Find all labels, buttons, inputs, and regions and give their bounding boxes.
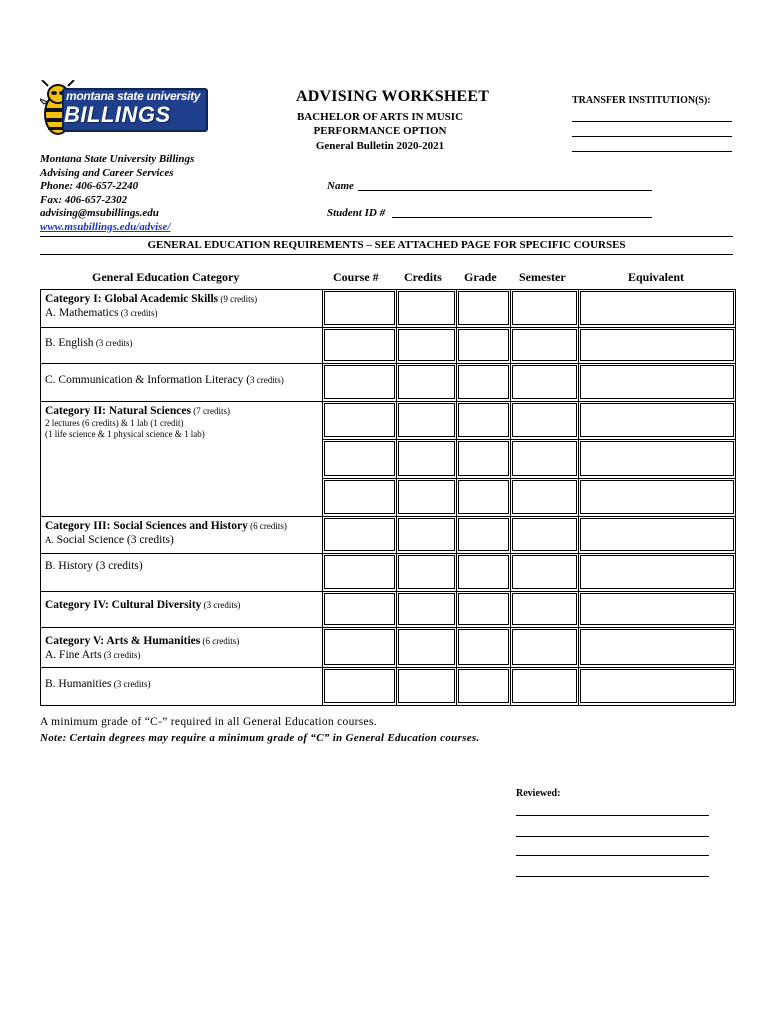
table-row [41, 628, 736, 668]
category-cell [41, 402, 323, 517]
subcategory-credits: (3 credits) [101, 650, 141, 660]
course-cell[interactable] [323, 479, 397, 517]
gen-ed-banner: GENERAL EDUCATION REQUIREMENTS – SEE ATTACHED PAGE FOR SPECIFIC COURSES [40, 236, 733, 255]
grade-cell[interactable] [457, 328, 511, 364]
course-cell[interactable] [323, 328, 397, 364]
min-grade-note: A minimum grade of “C-” required in all General Education courses. [40, 716, 377, 728]
reviewed-line-3[interactable] [516, 855, 709, 856]
semester-cell[interactable] [511, 554, 579, 592]
equivalent-cell[interactable] [579, 290, 736, 328]
course-cell[interactable] [323, 554, 397, 592]
category-cell [41, 554, 323, 592]
category-credits: (9 credits) [218, 294, 258, 304]
grade-cell[interactable] [457, 479, 511, 517]
equivalent-cell[interactable] [579, 517, 736, 554]
table-row [41, 592, 736, 628]
semester-cell[interactable] [511, 628, 579, 668]
category-cell [41, 364, 323, 402]
grade-cell[interactable] [457, 290, 511, 328]
category-credits: (3 credits) [201, 600, 241, 610]
reviewed-line-2[interactable] [516, 836, 709, 837]
equivalent-cell[interactable] [579, 402, 736, 440]
course-cell[interactable] [323, 592, 397, 628]
course-cell[interactable] [323, 517, 397, 554]
semester-cell[interactable] [511, 479, 579, 517]
category-title: Category III: Social Sciences and History [45, 520, 248, 532]
grade-cell[interactable] [457, 440, 511, 479]
table-row [41, 290, 736, 328]
col-credits: Credits [404, 270, 442, 284]
credits-cell[interactable] [397, 668, 457, 706]
credits-cell[interactable] [397, 554, 457, 592]
category-credits: (6 credits) [200, 636, 240, 646]
equivalent-cell[interactable] [579, 479, 736, 517]
semester-cell[interactable] [511, 440, 579, 479]
table-row [41, 328, 736, 364]
subcategory-label: A. Fine Arts [45, 649, 102, 661]
semester-cell[interactable] [511, 402, 579, 440]
degree-line: BACHELOR OF ARTS IN MUSIC [296, 111, 464, 123]
subcategory-label: B. Humanities [45, 678, 112, 690]
certain-degrees-note: Note: Certain degrees may require a minimum grade of “C” in General Education courses. [40, 732, 480, 744]
grade-cell[interactable] [457, 364, 511, 402]
category-title: Category II: Natural Sciences [45, 405, 191, 417]
credits-cell[interactable] [397, 364, 457, 402]
category-note: 2 lectures (6 credits) & 1 lab (1 credit) [45, 418, 184, 428]
grade-cell[interactable] [457, 517, 511, 554]
table-row [41, 668, 736, 706]
logo-top-text: montana state university [66, 89, 201, 103]
grade-cell[interactable] [457, 668, 511, 706]
course-cell[interactable] [323, 364, 397, 402]
transfer-line-3[interactable] [572, 151, 732, 152]
name-line[interactable] [358, 190, 652, 191]
requirements-table [40, 289, 736, 706]
course-cell[interactable] [323, 668, 397, 706]
credits-cell[interactable] [397, 517, 457, 554]
course-cell[interactable] [323, 440, 397, 479]
table-row [41, 554, 736, 592]
course-cell[interactable] [323, 402, 397, 440]
subcategory-prefix: A. [45, 535, 54, 545]
col-semester: Semester [519, 270, 566, 284]
credits-cell[interactable] [397, 592, 457, 628]
grade-cell[interactable] [457, 554, 511, 592]
category-note: (1 life science & 1 physical science & 1 lab) [45, 429, 205, 439]
logo-big-text: BILLINGS [64, 102, 171, 127]
table-row [41, 402, 736, 440]
semester-cell[interactable] [511, 668, 579, 706]
equivalent-cell[interactable] [579, 554, 736, 592]
equivalent-cell[interactable] [579, 628, 736, 668]
credits-cell[interactable] [397, 328, 457, 364]
transfer-label: TRANSFER INSTITUTION(S): [572, 95, 711, 106]
course-cell[interactable] [323, 290, 397, 328]
transfer-line-2[interactable] [572, 136, 732, 137]
equivalent-cell[interactable] [579, 440, 736, 479]
col-category: General Education Category [92, 270, 240, 284]
subcategory-credits: (3 credits) [118, 308, 158, 318]
category-cell [41, 290, 323, 328]
semester-cell[interactable] [511, 592, 579, 628]
grade-cell[interactable] [457, 628, 511, 668]
category-title: Category I: Global Academic Skills [45, 293, 219, 305]
semester-cell[interactable] [511, 290, 579, 328]
bulletin-line: General Bulletin 2020-2021 [315, 140, 445, 152]
msub-logo [40, 80, 206, 140]
table-row [41, 517, 736, 554]
category-cell [41, 592, 323, 628]
credits-cell[interactable] [397, 628, 457, 668]
reviewed-line-4[interactable] [516, 876, 709, 877]
subcategory-label: B. English [45, 337, 94, 349]
course-cell[interactable] [323, 628, 397, 668]
grade-cell[interactable] [457, 402, 511, 440]
equivalent-cell[interactable] [579, 668, 736, 706]
subcategory-label: C. Communication & Information Literacy ( [45, 374, 251, 386]
semester-cell[interactable] [511, 328, 579, 364]
student-id-label: Student ID # [327, 207, 386, 219]
table-row [41, 364, 736, 402]
credits-cell[interactable] [397, 479, 457, 517]
subcategory-label: Social Science (3 credits) [53, 534, 174, 546]
transfer-line-1[interactable] [572, 121, 732, 122]
credits-cell[interactable] [397, 290, 457, 328]
equivalent-cell[interactable] [579, 592, 736, 628]
contact-phone: Phone: 406-657-2240 [40, 180, 139, 192]
category-cell [41, 628, 323, 668]
option-line: PERFORMANCE OPTION [313, 125, 447, 137]
col-course: Course # [333, 270, 379, 284]
reviewed-label: Reviewed: [516, 788, 561, 799]
contact-dept: Advising and Career Services [40, 166, 174, 179]
reviewed-line-1[interactable] [516, 815, 709, 816]
category-cell [41, 668, 323, 706]
credits-cell[interactable] [397, 440, 457, 479]
grade-cell[interactable] [457, 592, 511, 628]
subcategory-label: A. Mathematics [45, 307, 119, 319]
category-cell [41, 517, 323, 554]
subcategory-credits: (3 credits) [93, 338, 133, 348]
contact-web-link[interactable]: www.msubillings.edu/advise/ [40, 220, 171, 233]
contact-fax: Fax: 406-657-2302 [40, 193, 128, 206]
semester-cell[interactable] [511, 364, 579, 402]
col-equivalent: Equivalent [628, 270, 685, 284]
contact-block [40, 153, 194, 234]
contact-org: Montana State University Billings [40, 153, 195, 165]
subcategory-label: B. History (3 credits) [45, 560, 143, 572]
contact-email: advising@msubillings.edu [40, 207, 159, 219]
credits-cell[interactable] [397, 402, 457, 440]
page-title: ADVISING WORKSHEET [296, 88, 490, 105]
name-label: Name [327, 180, 354, 192]
category-title: Category V: Arts & Humanities [45, 635, 201, 647]
category-cell [41, 328, 323, 364]
subcategory-credits: 3 credits) [250, 375, 284, 385]
semester-cell[interactable] [511, 517, 579, 554]
category-credits: (6 credits) [247, 521, 287, 531]
category-title: Category IV: Cultural Diversity [45, 599, 202, 611]
student-id-line[interactable] [392, 217, 652, 218]
col-grade: Grade [464, 270, 497, 284]
category-credits: (7 credits) [190, 406, 230, 416]
equivalent-cell[interactable] [579, 328, 736, 364]
subcategory-credits: (3 credits) [111, 679, 151, 689]
equivalent-cell[interactable] [579, 364, 736, 402]
